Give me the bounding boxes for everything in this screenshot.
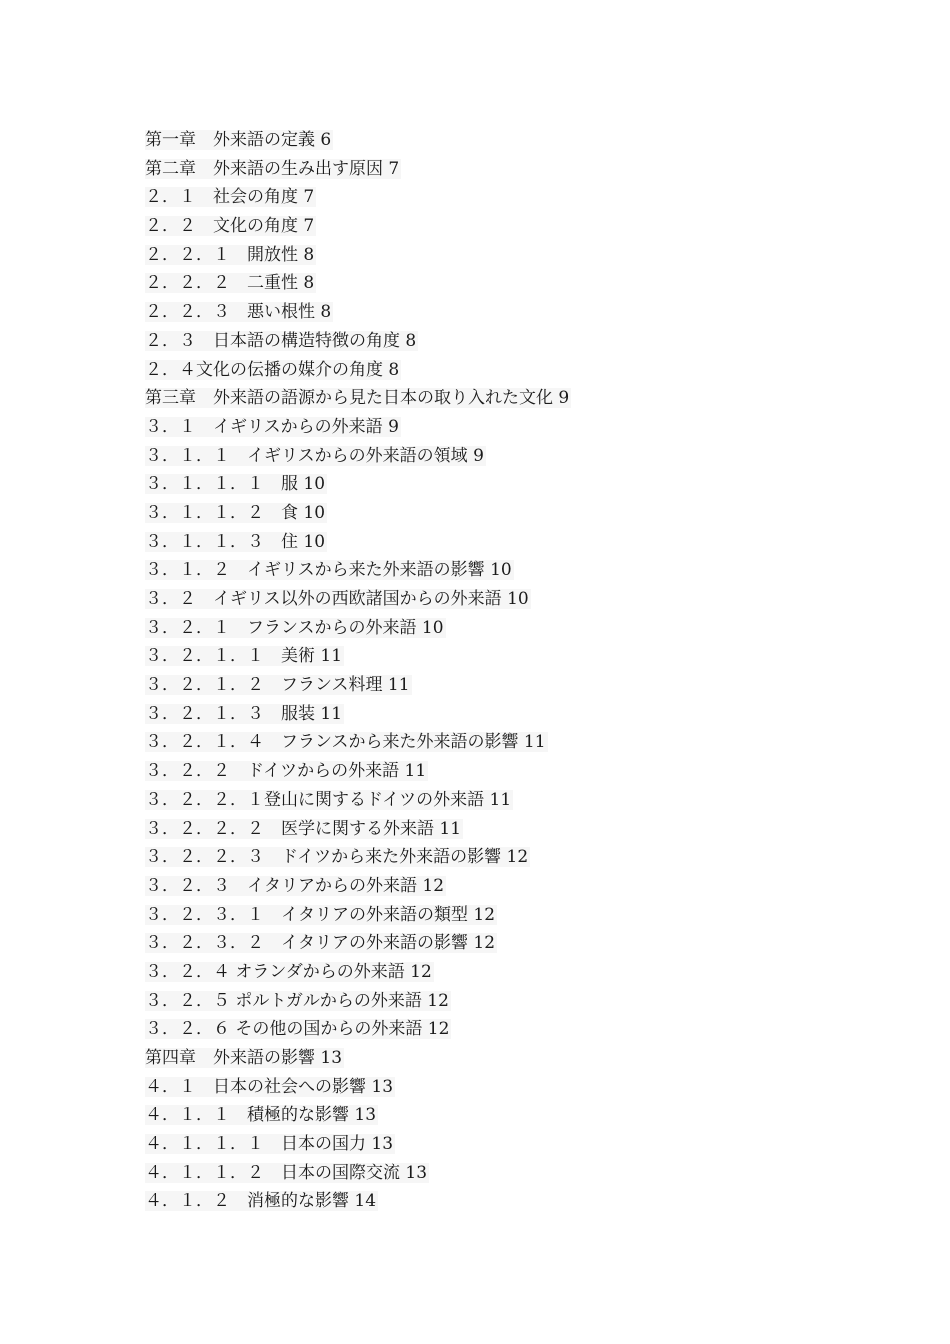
toc-entry-text: ３．２．５ ポルトガルからの外来語 12 <box>145 990 449 1011</box>
toc-section-entry[interactable] <box>145 298 905 327</box>
toc-entry-text: ２．２ 文化の角度 7 <box>145 216 315 237</box>
toc-section-entry[interactable] <box>145 1101 905 1130</box>
toc-section-entry[interactable] <box>145 585 905 614</box>
toc-entry-text: ３．２．３ イタリアからの外来語 12 <box>145 875 445 896</box>
toc-section-entry[interactable] <box>145 1130 905 1159</box>
toc-section-entry[interactable] <box>145 843 905 872</box>
toc-entry-text: ３．２．３．２ イタリアの外来語の影響 12 <box>145 933 496 954</box>
toc-entry-text: 第二章 外来語の生み出す原因 7 <box>145 158 400 179</box>
toc-entry-text: ４．１ 日本の社会への影響 13 <box>145 1076 394 1097</box>
toc-entry-text: ３．１ イギリスからの外来語 9 <box>145 416 399 437</box>
toc-entry-text: ３．１．１．１ 服 10 <box>145 474 326 495</box>
toc-entry-text: ３．２．６ その他の国からの外来語 12 <box>145 1019 450 1040</box>
toc-section-entry[interactable] <box>145 614 905 643</box>
toc-chapter-entry[interactable] <box>145 384 905 413</box>
toc-section-entry[interactable] <box>145 183 905 212</box>
toc-entry-text: 第四章 外来語の影響 13 <box>145 1048 343 1068</box>
toc-entry-text: 第三章 外来語の語源から見た日本の取り入れた文化 9 <box>145 388 570 409</box>
toc-chapter-entry[interactable] <box>145 126 905 155</box>
toc-section-entry[interactable] <box>145 556 905 585</box>
toc-section-entry[interactable] <box>145 241 905 270</box>
toc-entry-text: ４．１．１．２ 日本の国際交流 13 <box>145 1162 428 1183</box>
toc-entry-text: ４．１．１ 積極的な影響 13 <box>145 1105 377 1126</box>
toc-section-entry[interactable] <box>145 356 905 385</box>
toc-section-entry[interactable] <box>145 929 905 958</box>
toc-entry-text: ３．２．１ フランスからの外来語 10 <box>145 617 444 638</box>
toc-entry-text: 第一章 外来語の定義 6 <box>145 130 332 150</box>
toc-section-entry[interactable] <box>145 671 905 700</box>
toc-section-entry[interactable] <box>145 1159 905 1188</box>
toc-entry-text: ２．２．３ 悪い根性 8 <box>145 302 332 323</box>
toc-entry-text: ３．２．１．２ フランス料理 11 <box>145 675 410 696</box>
toc-section-entry[interactable] <box>145 987 905 1016</box>
toc-entry-text: ４．１．２ 消極的な影響 14 <box>145 1191 377 1212</box>
toc-entry-text: ３．２．２．３ ドイツから来た外来語の影響 12 <box>145 847 529 868</box>
toc-entry-text: ３．２．２．１登山に関するドイツの外来語 11 <box>145 789 512 810</box>
toc-section-entry[interactable] <box>145 528 905 557</box>
toc-entry-text: ２．２．２ 二重性 8 <box>145 273 315 294</box>
toc-entry-text: ３．２．３．１ イタリアの外来語の類型 12 <box>145 904 496 925</box>
toc-section-entry[interactable] <box>145 901 905 930</box>
toc-section-entry[interactable] <box>145 700 905 729</box>
toc-section-entry[interactable] <box>145 786 905 815</box>
toc-entry-text: ４．１．１．１ 日本の国力 13 <box>145 1134 394 1155</box>
toc-entry-text: ３．２．１．１ 美術 11 <box>145 646 343 667</box>
toc-entry-text: ３．１．１．３ 住 10 <box>145 531 326 552</box>
toc-section-entry[interactable] <box>145 1073 905 1102</box>
toc-entry-text: ３．２．４ オランダからの外来語 12 <box>145 961 432 982</box>
toc-entry-text: ２．２．１ 開放性 8 <box>145 244 315 265</box>
toc-entry-text: ３．２ イギリス以外の西欧諸国からの外来語 10 <box>145 589 529 609</box>
toc-section-entry[interactable] <box>145 1015 905 1044</box>
toc-entry-text: ２．４文化の伝播の媒介の角度 8 <box>145 359 400 380</box>
toc-section-entry[interactable] <box>145 872 905 901</box>
toc-entry-text: ２．３ 日本語の構造特徴の角度 8 <box>145 330 417 351</box>
toc-entry-text: ３．２．１．４ フランスから来た外来語の影響 11 <box>145 732 546 753</box>
toc-section-entry[interactable] <box>145 327 905 356</box>
toc-section-entry[interactable] <box>145 212 905 241</box>
toc-entry-text: ３．１．１ イギリスからの外来語の領域 9 <box>145 445 484 466</box>
toc-section-entry[interactable] <box>145 442 905 471</box>
toc-section-entry[interactable] <box>145 642 905 671</box>
toc-section-entry[interactable] <box>145 499 905 528</box>
toc-section-entry[interactable] <box>145 815 905 844</box>
toc-section-entry[interactable] <box>145 757 905 786</box>
toc-chapter-entry[interactable] <box>145 155 905 184</box>
toc-section-entry[interactable] <box>145 269 905 298</box>
toc-entry-text: ３．１．２ イギリスから来た外来語の影響 10 <box>145 560 512 581</box>
toc-entry-text: ３．２．２ ドイツからの外来語 11 <box>145 761 427 782</box>
toc-section-entry[interactable] <box>145 728 905 757</box>
toc-entry-text: ２．１ 社会の角度 7 <box>145 187 315 208</box>
toc-chapter-entry[interactable] <box>145 1044 905 1073</box>
table-of-contents <box>145 126 905 1216</box>
toc-section-entry[interactable] <box>145 1187 905 1216</box>
toc-entry-text: ３．１．１．２ 食 10 <box>145 502 326 523</box>
toc-section-entry[interactable] <box>145 470 905 499</box>
toc-section-entry[interactable] <box>145 413 905 442</box>
toc-entry-text: ３．２．１．３ 服装 11 <box>145 703 343 724</box>
toc-entry-text: ３．２．２．２ 医学に関する外来語 11 <box>145 818 462 839</box>
toc-section-entry[interactable] <box>145 958 905 987</box>
